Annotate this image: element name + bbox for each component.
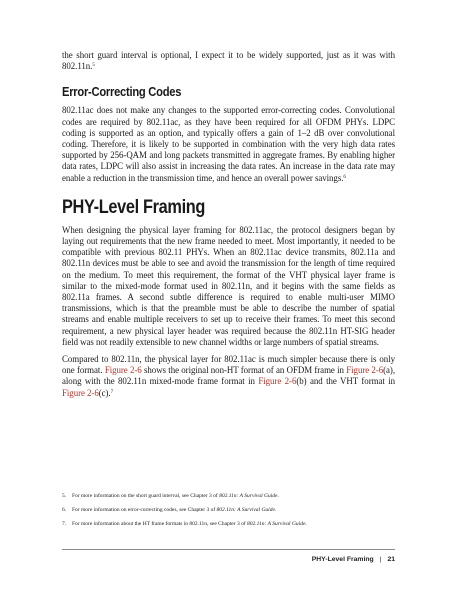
intro-paragraph: [62, 50, 395, 72]
footnote-text: For more information about the HT frame formats in 802.11n, see Chapter 3 of: [72, 520, 248, 527]
page-footer: [312, 556, 395, 564]
para2-text-1: Compared to 802.11n, the physical layer for 802.11ac is much simpler because there is only one format.: [62, 354, 395, 376]
error-correcting-codes-heading: Error-Correcting Codes: [62, 84, 182, 100]
footnotes: [62, 493, 395, 534]
figure-2-6-link[interactable]: Figure 2-6: [62, 387, 99, 398]
framing-paragraph-1: When designing the physical layer framing for 802.11ac, the protocol designers began by laying out requirements that the new frame needed to meet. Most importantly, it needed to be compatible with previous 802.11 PHYs. When an 802.11ac device transmits, 802.11a and 802.11n devices must be able to see and avoid the transmission for the length of time required on the medium. To meet this requirement, the format of the VHT physical layer frame is similar to the mixed-mode format used in 802.11n, and it begins with the same fields as 802.11a frames. A second subtle difference is required to enable multi-user MIMO transmissions, which is that the preamble must be able to describe the number of spatial streams and enable multiple receivers to set up to receive their frames. To meet this second requirement, a new physical layer header was required because the 802.11n HT-SIG header field was not readily extensible to new channel widths or large numbers of spatial streams.: [62, 224, 395, 347]
figure-2-6-link[interactable]: Figure 2-6: [258, 376, 297, 387]
footnote-book-title: 802.11n: A Survival Guide: [216, 506, 275, 513]
page-body: [62, 50, 395, 399]
footnote-book-title: 802.11n: A Survival Guide: [219, 493, 278, 499]
framing-paragraph-2: [62, 354, 395, 399]
phy-level-framing-heading: PHY-Level Framing: [62, 196, 206, 218]
footnote-number: 5.: [62, 493, 67, 499]
footer-separator: |: [379, 556, 382, 563]
figure-2-6-link[interactable]: Figure 2-6: [346, 365, 384, 376]
footnote-ref-5[interactable]: 5: [92, 63, 95, 69]
footnote-6: [62, 507, 395, 514]
footnote-text: For more information on error-correcting codes, see Chapter 3 of: [72, 506, 217, 513]
footnote-number: 7.: [62, 520, 67, 527]
footnote-7: [62, 521, 395, 528]
footnote-number: 6.: [62, 506, 67, 513]
para2-text-2: shows the original non-HT format of an OFDM frame in: [141, 365, 347, 376]
ecc-paragraph: [62, 105, 395, 183]
page-number: 21: [387, 556, 395, 563]
footnote-book-title: 802.11n: A Survival Guide: [247, 520, 306, 527]
figure-2-6-link[interactable]: Figure 2-6: [104, 365, 142, 376]
footer-divider: [62, 549, 395, 550]
para2-text-4: (b) and the VHT format in: [296, 376, 395, 387]
footnote-ref-7[interactable]: 7: [110, 389, 114, 395]
footnote-end: .: [274, 506, 277, 513]
ecc-text: 802.11ac does not make any changes to the supported error-correcting codes. Convolutional codes are required by 802.11ac, as they have been required for all OFDM PHYs. LDPC coding is supported as an option, and typically offers a gain of 1–2 dB over convolutional coding. Therefore, it is likely to be supported in combination with the very high data rates supported by 256-QAM and long packets transmitted in aggregate frames. By enabling higher data rates, LDPC will also assist in increasing the data rates. An increase in the data rate may enable a reduction in the transmission time, and hence an overall power savings.: [62, 105, 395, 183]
para2-text-3: (a), along with the 802.11n mixed-mode frame format in: [62, 365, 395, 387]
footnote-text: For more information on the short guard interval, see Chapter 3 of: [72, 493, 220, 499]
footnote-ref-6[interactable]: 6: [343, 174, 346, 180]
footnote-end: .: [277, 493, 279, 499]
para2-text-5: (c).: [98, 387, 111, 398]
footer-section-title: PHY-Level Framing: [311, 556, 374, 563]
footnote-5: [62, 493, 395, 500]
intro-text: the short guard interval is optional, I expect it to be widely supported, just as it was with 802.11n.: [62, 50, 395, 72]
footnote-end: .: [305, 520, 307, 527]
